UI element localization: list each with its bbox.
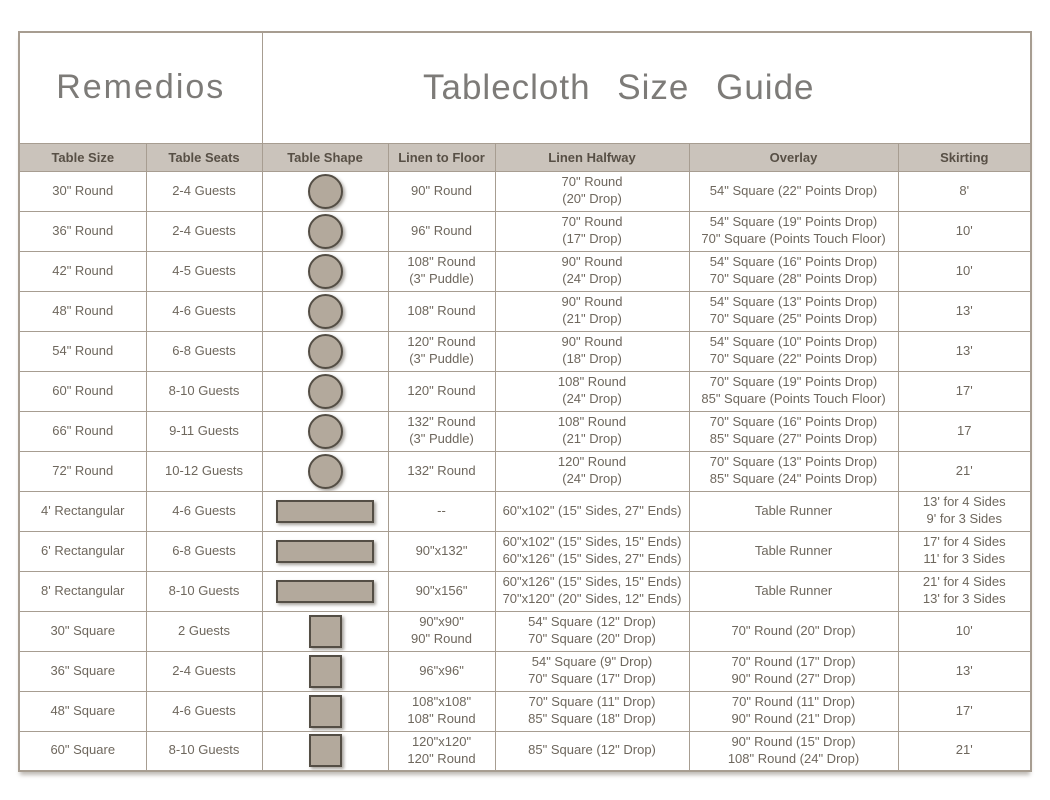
table-row [19, 331, 1031, 371]
column-header-row [19, 143, 1031, 171]
cell-linen-to-floor [388, 251, 495, 291]
cell-line: (24" Drop) [562, 471, 622, 486]
cell-line: 90" Round (27" Drop) [731, 671, 856, 686]
cell-table-size: 36" Square [19, 651, 146, 691]
col-header-linen-to-floor: Linen to Floor [388, 143, 495, 171]
cell-line: 90" Round [411, 182, 473, 198]
cell-line: 13' for 4 Sides [922, 494, 1006, 510]
cell-line: 90" Round (21" Drop) [731, 711, 856, 726]
cell-overlay [689, 211, 898, 251]
table-row [19, 491, 1031, 531]
cell-linen-halfway [495, 731, 689, 771]
table-row [19, 211, 1031, 251]
cell-line: 70" Square (16" Points Drop) [709, 414, 878, 430]
cell-overlay [689, 491, 898, 531]
rectangle-shape-icon [276, 500, 374, 523]
cell-line: 60"x102" (15" Sides, 27" Ends) [502, 502, 682, 518]
cell-skirting [898, 691, 1031, 731]
cell-skirting [898, 211, 1031, 251]
cell-line: 70" Square (22" Points Drop) [709, 351, 878, 366]
table-row [19, 171, 1031, 211]
cell-overlay [689, 691, 898, 731]
cell-table-shape [262, 251, 388, 291]
cell-skirting [898, 611, 1031, 651]
cell-line: 13' [955, 662, 973, 678]
cell-line: 17' [955, 382, 973, 398]
table-row [19, 291, 1031, 331]
cell-line: 70" Square (Points Touch Floor) [701, 231, 886, 246]
cell-line: (17" Drop) [562, 231, 622, 246]
cell-table-seats: 4-6 Guests [146, 291, 262, 331]
cell-linen-halfway [495, 251, 689, 291]
cell-overlay [689, 571, 898, 611]
cell-line: 17' for 4 Sides [922, 534, 1006, 550]
cell-skirting [898, 291, 1031, 331]
square-shape-icon [309, 734, 342, 767]
cell-table-seats: 8-10 Guests [146, 571, 262, 611]
cell-linen-to-floor [388, 651, 495, 691]
cell-linen-to-floor [388, 331, 495, 371]
cell-table-size: 60" Round [19, 371, 146, 411]
cell-line: 70" Round (20" Drop) [731, 622, 856, 638]
cell-overlay [689, 451, 898, 491]
table-row [19, 731, 1031, 771]
circle-shape-icon [308, 254, 343, 289]
cell-line: (3" Puddle) [409, 431, 474, 446]
cell-line: 70" Square (11" Drop) [528, 694, 656, 710]
cell-line: 90"x156" [415, 582, 468, 598]
cell-line: 60"x126" (15" Sides, 15" Ends) [502, 574, 682, 590]
cell-line: 60"x126" (15" Sides, 27" Ends) [502, 551, 682, 566]
cell-table-shape [262, 371, 388, 411]
cell-table-seats: 2-4 Guests [146, 171, 262, 211]
cell-line: Table Runner [754, 582, 833, 598]
cell-table-shape [262, 491, 388, 531]
cell-line: 108" Round [557, 374, 627, 390]
cell-line: 108" Round [557, 414, 627, 430]
cell-line: 85" Square (Points Touch Floor) [701, 391, 886, 406]
col-header-table-seats: Table Seats [146, 143, 262, 171]
cell-line: 21' for 4 Sides [922, 574, 1006, 590]
cell-line: Table Runner [754, 502, 833, 518]
cell-line: 132" Round [407, 462, 476, 478]
cell-table-size: 66" Round [19, 411, 146, 451]
cell-table-seats: 8-10 Guests [146, 731, 262, 771]
cell-linen-to-floor [388, 531, 495, 571]
cell-line: 54" Square (12" Drop) [528, 614, 656, 630]
cell-table-shape [262, 571, 388, 611]
cell-line: 120" Round [557, 454, 627, 470]
square-shape-icon [309, 695, 342, 728]
cell-linen-to-floor [388, 371, 495, 411]
cell-linen-to-floor [388, 451, 495, 491]
cell-linen-halfway [495, 691, 689, 731]
cell-linen-to-floor [388, 171, 495, 211]
cell-linen-halfway [495, 651, 689, 691]
cell-linen-halfway [495, 571, 689, 611]
cell-table-seats: 10-12 Guests [146, 451, 262, 491]
cell-line: 54" Square (22" Points Drop) [709, 182, 878, 198]
col-header-overlay: Overlay [689, 143, 898, 171]
cell-table-size: 36" Round [19, 211, 146, 251]
cell-line: 13' [955, 342, 973, 358]
cell-line: (24" Drop) [562, 391, 622, 406]
cell-overlay [689, 331, 898, 371]
cell-table-size: 8' Rectangular [19, 571, 146, 611]
cell-line: 17 [957, 422, 972, 438]
cell-overlay [689, 651, 898, 691]
cell-table-size: 30" Round [19, 171, 146, 211]
col-header-skirting: Skirting [898, 143, 1031, 171]
col-header-table-shape: Table Shape [262, 143, 388, 171]
cell-table-size: 6' Rectangular [19, 531, 146, 571]
cell-table-shape [262, 171, 388, 211]
cell-linen-to-floor [388, 291, 495, 331]
cell-overlay [689, 371, 898, 411]
cell-line: 120"x120" [411, 733, 472, 749]
rectangle-shape-icon [276, 580, 374, 603]
cell-skirting [898, 371, 1031, 411]
cell-linen-halfway [495, 451, 689, 491]
cell-line: 70" Round [561, 174, 623, 190]
cell-line: (18" Drop) [562, 351, 622, 366]
cell-overlay [689, 251, 898, 291]
square-shape-icon [309, 615, 342, 648]
cell-line: 132" Round [407, 414, 476, 430]
cell-line: (24" Drop) [562, 271, 622, 286]
cell-line: 70" Square (28" Points Drop) [709, 271, 878, 286]
cell-skirting [898, 251, 1031, 291]
cell-linen-to-floor [388, 411, 495, 451]
cell-linen-halfway [495, 291, 689, 331]
cell-line: (3" Puddle) [409, 271, 474, 286]
cell-line: 85" Square (24" Points Drop) [709, 471, 878, 486]
cell-line: 54" Square (10" Points Drop) [709, 334, 878, 350]
cell-line: 108" Round (24" Drop) [727, 750, 860, 766]
cell-linen-to-floor [388, 691, 495, 731]
cell-line: 70"x120" (20" Sides, 12" Ends) [502, 591, 682, 606]
cell-line: 85" Square (27" Points Drop) [709, 431, 878, 446]
cell-linen-to-floor [388, 611, 495, 651]
cell-table-size: 48" Square [19, 691, 146, 731]
cell-table-shape [262, 211, 388, 251]
cell-table-seats: 4-5 Guests [146, 251, 262, 291]
cell-line: 85" Square (12" Drop) [528, 742, 656, 758]
cell-line: 10' [955, 222, 973, 238]
cell-line: 108" Round [407, 711, 476, 726]
table-row [19, 411, 1031, 451]
circle-shape-icon [308, 294, 343, 329]
square-shape-icon [309, 655, 342, 688]
cell-line: 8' [959, 182, 970, 198]
cell-linen-to-floor [388, 491, 495, 531]
cell-line: 54" Square (16" Points Drop) [709, 254, 878, 270]
cell-line: 90" Round [561, 254, 623, 270]
cell-table-size: 54" Round [19, 331, 146, 371]
cell-line: 9' for 3 Sides [926, 511, 1002, 526]
cell-line: 21' [955, 742, 973, 758]
cell-skirting [898, 331, 1031, 371]
cell-table-seats: 6-8 Guests [146, 531, 262, 571]
cell-skirting [898, 571, 1031, 611]
cell-overlay [689, 731, 898, 771]
cell-table-shape [262, 691, 388, 731]
cell-line: 108" Round [407, 254, 476, 270]
cell-line: 54" Square (13" Points Drop) [709, 294, 878, 310]
cell-linen-to-floor [388, 571, 495, 611]
cell-line: (20" Drop) [562, 191, 622, 206]
col-header-linen-halfway: Linen Halfway [495, 143, 689, 171]
cell-line: 13' [955, 302, 973, 318]
cell-line: 90" Round [411, 631, 473, 646]
cell-line: 70" Square (17" Drop) [528, 671, 656, 686]
cell-table-shape [262, 331, 388, 371]
cell-line: 70" Square (20" Drop) [528, 631, 656, 646]
cell-line: 90"x90" [419, 614, 464, 630]
cell-line: 90" Round (15" Drop) [731, 733, 856, 749]
brand-name: Remedios [19, 32, 262, 143]
size-guide-table [18, 31, 1032, 772]
cell-linen-halfway [495, 211, 689, 251]
rectangle-shape-icon [276, 540, 374, 563]
table-row [19, 651, 1031, 691]
cell-linen-to-floor [388, 731, 495, 771]
cell-table-seats: 9-11 Guests [146, 411, 262, 451]
cell-table-seats: 4-6 Guests [146, 691, 262, 731]
circle-shape-icon [308, 374, 343, 409]
cell-skirting [898, 451, 1031, 491]
page-title: Tablecloth Size Guide [262, 32, 1031, 143]
cell-line: (3" Puddle) [409, 351, 474, 366]
cell-table-seats: 2-4 Guests [146, 651, 262, 691]
cell-line: 70" Square (25" Points Drop) [709, 311, 878, 326]
circle-shape-icon [308, 334, 343, 369]
cell-skirting [898, 171, 1031, 211]
cell-table-shape [262, 651, 388, 691]
cell-overlay [689, 171, 898, 211]
cell-line: 70" Round (11" Drop) [731, 694, 856, 710]
cell-table-seats: 8-10 Guests [146, 371, 262, 411]
cell-line: (21" Drop) [562, 431, 622, 446]
cell-line: 90" Round [561, 334, 623, 350]
cell-overlay [689, 411, 898, 451]
title-row [19, 32, 1031, 143]
cell-linen-halfway [495, 611, 689, 651]
cell-line: 10' [955, 622, 973, 638]
cell-line: 54" Square (19" Points Drop) [709, 214, 878, 230]
cell-line: 70" Square (13" Points Drop) [709, 454, 878, 470]
circle-shape-icon [308, 174, 343, 209]
cell-linen-halfway [495, 411, 689, 451]
cell-table-seats: 2-4 Guests [146, 211, 262, 251]
cell-line: 21' [955, 462, 973, 478]
table-row [19, 451, 1031, 491]
cell-table-shape [262, 291, 388, 331]
cell-table-seats: 2 Guests [146, 611, 262, 651]
cell-line: 54" Square (9" Drop) [531, 654, 653, 670]
cell-line: 60"x102" (15" Sides, 15" Ends) [502, 534, 682, 550]
cell-table-shape [262, 451, 388, 491]
cell-table-shape [262, 611, 388, 651]
table-row [19, 531, 1031, 571]
cell-table-shape [262, 411, 388, 451]
cell-table-size: 4' Rectangular [19, 491, 146, 531]
cell-line: Table Runner [754, 542, 833, 558]
cell-linen-to-floor [388, 211, 495, 251]
table-row [19, 371, 1031, 411]
cell-line: 96" Round [411, 222, 473, 238]
cell-linen-halfway [495, 371, 689, 411]
cell-skirting [898, 731, 1031, 771]
cell-skirting [898, 531, 1031, 571]
cell-line: 70" Round [561, 214, 623, 230]
cell-table-size: 42" Round [19, 251, 146, 291]
cell-table-size: 48" Round [19, 291, 146, 331]
cell-table-shape [262, 731, 388, 771]
cell-table-seats: 6-8 Guests [146, 331, 262, 371]
cell-line: 120" Round [407, 382, 476, 398]
cell-line: 108"x108" [411, 694, 472, 710]
cell-skirting [898, 491, 1031, 531]
cell-overlay [689, 531, 898, 571]
cell-line: 90"x132" [415, 542, 468, 558]
cell-table-size: 60" Square [19, 731, 146, 771]
table-row [19, 571, 1031, 611]
cell-overlay [689, 291, 898, 331]
cell-line: 96"x96" [419, 662, 464, 678]
cell-table-size: 30" Square [19, 611, 146, 651]
cell-table-seats: 4-6 Guests [146, 491, 262, 531]
cell-line: 11' for 3 Sides [923, 551, 1006, 566]
cell-linen-halfway [495, 331, 689, 371]
circle-shape-icon [308, 454, 343, 489]
cell-linen-halfway [495, 171, 689, 211]
cell-linen-halfway [495, 531, 689, 571]
cell-skirting [898, 651, 1031, 691]
cell-line: 85" Square (18" Drop) [528, 711, 656, 726]
col-header-table-size: Table Size [19, 143, 146, 171]
cell-linen-halfway [495, 491, 689, 531]
circle-shape-icon [308, 414, 343, 449]
cell-line: 70" Round (17" Drop) [731, 654, 856, 670]
cell-line: -- [437, 502, 446, 518]
cell-line: 10' [955, 262, 973, 278]
cell-line: 120" Round [407, 334, 476, 350]
cell-overlay [689, 611, 898, 651]
table-row [19, 691, 1031, 731]
cell-table-shape [262, 531, 388, 571]
cell-line: 13' for 3 Sides [922, 591, 1006, 606]
cell-line: 108" Round [407, 302, 476, 318]
cell-line: 90" Round [561, 294, 623, 310]
circle-shape-icon [308, 214, 343, 249]
cell-line: 17' [955, 702, 973, 718]
table-row [19, 611, 1031, 651]
cell-line: (21" Drop) [562, 311, 622, 326]
cell-line: 70" Square (19" Points Drop) [709, 374, 878, 390]
cell-line: 120" Round [407, 750, 476, 766]
table-row [19, 251, 1031, 291]
cell-table-size: 72" Round [19, 451, 146, 491]
cell-skirting [898, 411, 1031, 451]
